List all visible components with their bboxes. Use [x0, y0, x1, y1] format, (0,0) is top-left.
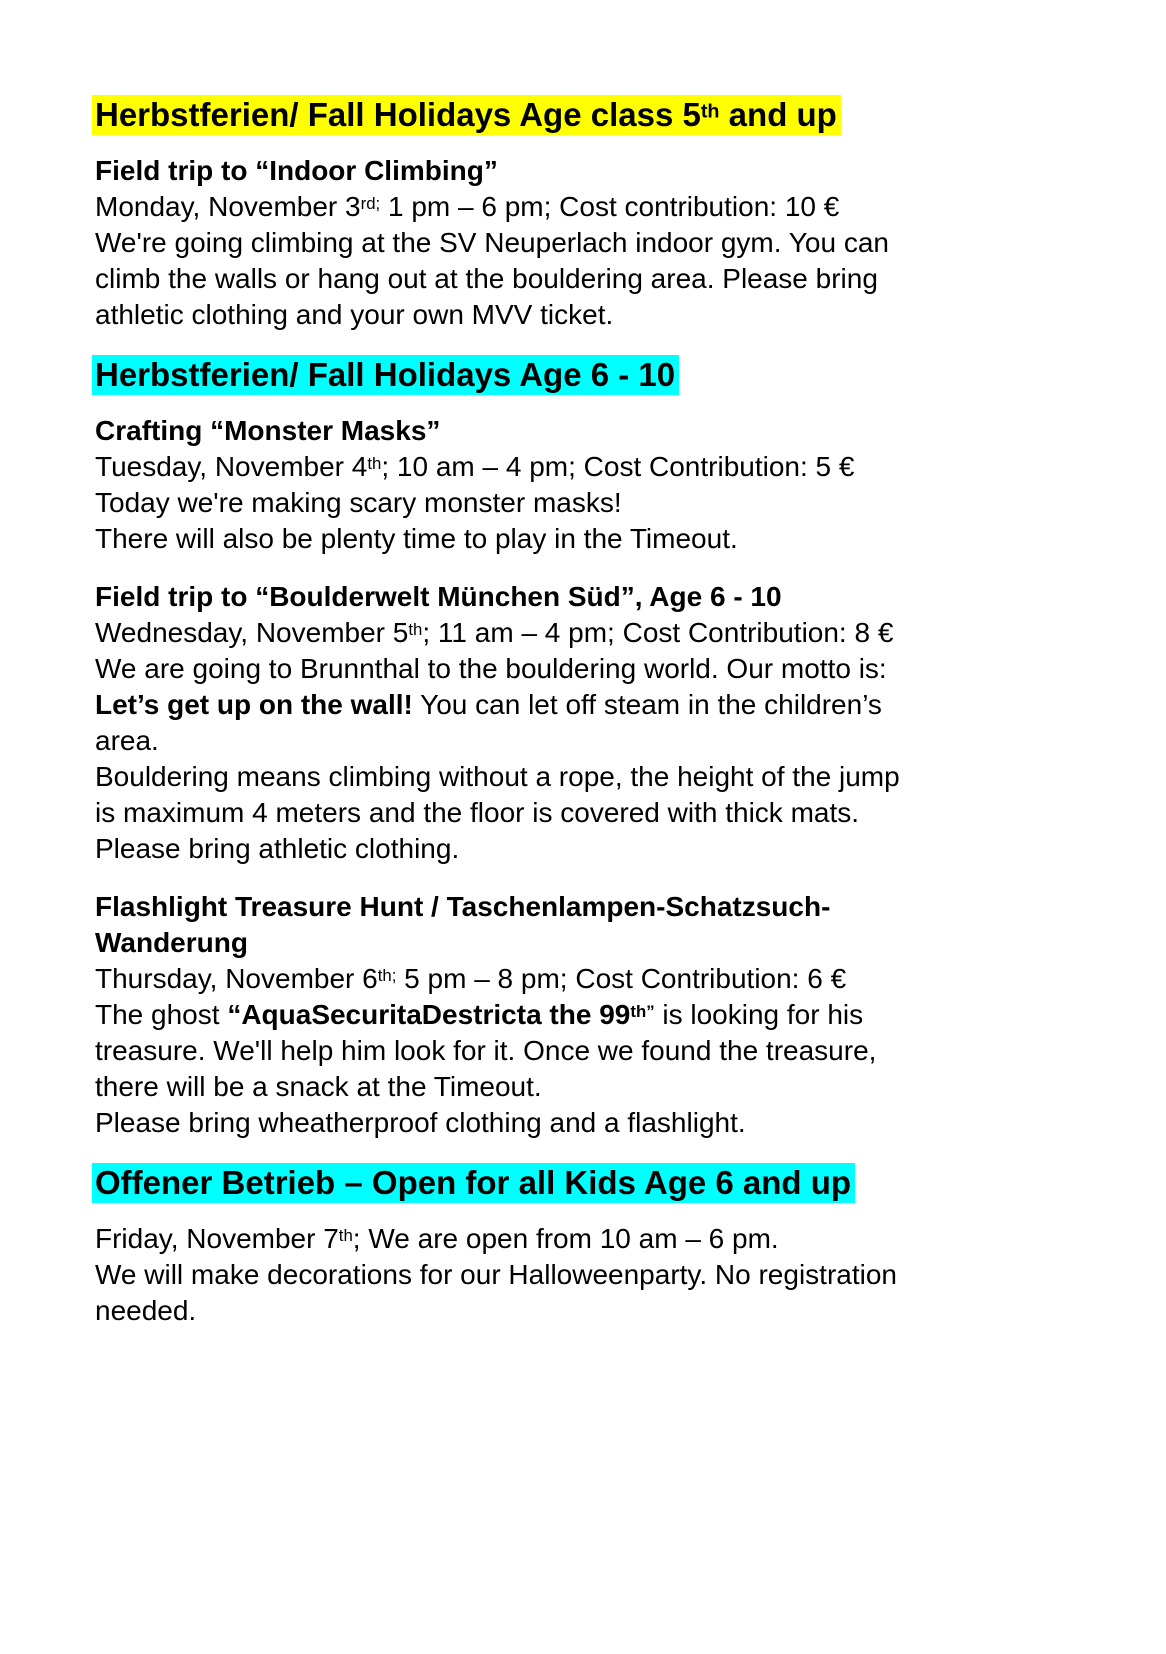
text-segment: Tuesday, November 4	[95, 451, 368, 482]
heading-text: Herbstferien/ Fall Holidays Age class 5	[95, 96, 701, 133]
cyan-highlight	[92, 355, 679, 395]
text-line	[95, 759, 1126, 795]
text-segment: is looking for his	[654, 999, 864, 1030]
event-title-line	[95, 153, 1126, 189]
event-title: Field trip to “Boulderwelt München Süd”, Age 6 - 10	[95, 581, 782, 612]
event-schedule-line	[95, 961, 1126, 997]
text-line	[95, 651, 1126, 687]
text-segment: treasure. We'll help him look for it. Once we found the treasure,	[95, 1035, 877, 1066]
motto-text: Let’s get up on the wall!	[95, 689, 413, 720]
text-line	[95, 297, 1126, 333]
text-segment: ; 11 am – 4 pm; Cost Contribution: 8 €	[422, 617, 894, 648]
text-segment: We're going climbing at the SV Neuperlach indoor gym. You can	[95, 227, 889, 258]
heading-text: Offener Betrieb – Open for all Kids Age 6 and up	[95, 1164, 852, 1201]
text-segment: The ghost	[95, 999, 228, 1030]
event-title-line	[95, 579, 1126, 615]
section-heading-fall-holidays-5th-up	[95, 95, 1126, 135]
event-paragraph-treasure-hunt	[95, 889, 1126, 1141]
text-segment: area.	[95, 725, 159, 756]
text-segment: Monday, November 3	[95, 191, 361, 222]
event-paragraph-boulderwelt	[95, 579, 1126, 867]
ghost-name: “AquaSecuritaDestricta the 99	[227, 999, 631, 1030]
heading-text: and up	[719, 96, 837, 133]
text-segment: You can let off steam in the children’s	[412, 689, 882, 720]
event-title: Field trip to “Indoor Climbing”	[95, 155, 498, 186]
cyan-highlight	[92, 1163, 855, 1203]
text-line	[95, 687, 1126, 723]
text-line	[95, 485, 1126, 521]
text-segment: is maximum 4 meters and the floor is covered with thick mats.	[95, 797, 860, 828]
event-paragraph-monster-masks	[95, 413, 1126, 557]
ordinal-superscript: th	[700, 100, 720, 123]
text-segment: Thursday, November 6	[95, 963, 378, 994]
event-title: Crafting “Monster Masks”	[95, 415, 441, 446]
text-line	[95, 997, 1126, 1033]
text-line	[95, 723, 1126, 759]
text-segment: ; 10 am – 4 pm; Cost Contribution: 5 €	[381, 451, 855, 482]
section-heading-open-for-all	[95, 1163, 1126, 1203]
event-title: Wanderung	[95, 927, 248, 958]
text-segment: Today we're making scary monster masks!	[95, 487, 622, 518]
text-line	[95, 261, 1126, 297]
text-segment: 1 pm – 6 pm; Cost contribution: 10 €	[380, 191, 840, 222]
text-segment: needed.	[95, 1295, 197, 1326]
text-line	[95, 831, 1126, 867]
event-schedule-line	[95, 615, 1126, 651]
event-schedule-line	[95, 1221, 1126, 1257]
text-line	[95, 521, 1126, 557]
text-line	[95, 225, 1126, 261]
text-line	[95, 1069, 1126, 1105]
ordinal-superscript: rd;	[360, 193, 381, 213]
text-segment: 5 pm – 8 pm; Cost Contribution: 6 €	[396, 963, 847, 994]
text-segment: Friday, November 7	[95, 1223, 339, 1254]
text-segment: Please bring athletic clothing.	[95, 833, 460, 864]
text-line	[95, 1257, 1126, 1293]
event-paragraph-open-day	[95, 1221, 1126, 1329]
text-line	[95, 1293, 1126, 1329]
ordinal-superscript: th”	[630, 1001, 655, 1021]
event-title-line	[95, 889, 1126, 925]
text-line	[95, 1105, 1126, 1141]
heading-text: Herbstferien/ Fall Holidays Age 6 - 10	[95, 356, 676, 393]
text-segment: there will be a snack at the Timeout.	[95, 1071, 542, 1102]
section-heading-fall-holidays-6-10	[95, 355, 1126, 395]
text-segment: We are going to Brunnthal to the bouldering world. Our motto is:	[95, 653, 887, 684]
text-segment: climb the walls or hang out at the bouldering area. Please bring	[95, 263, 878, 294]
event-title: Flashlight Treasure Hunt / Taschenlampen-Schatzsuch-	[95, 891, 831, 922]
ordinal-superscript: th	[367, 453, 382, 473]
text-segment: We will make decorations for our Halloweenparty. No registration	[95, 1259, 897, 1290]
event-title-line	[95, 925, 1126, 961]
ordinal-superscript: th;	[377, 965, 397, 985]
event-paragraph-indoor-climbing	[95, 153, 1126, 333]
event-schedule-line	[95, 189, 1126, 225]
text-segment: Please bring wheatherproof clothing and a flashlight.	[95, 1107, 746, 1138]
yellow-highlight	[92, 95, 841, 135]
ordinal-superscript: th	[338, 1225, 353, 1245]
text-line	[95, 1033, 1126, 1069]
text-segment: Bouldering means climbing without a rope, the height of the jump	[95, 761, 900, 792]
event-schedule-line	[95, 449, 1126, 485]
text-segment: ; We are open from 10 am – 6 pm.	[352, 1223, 779, 1254]
text-segment: Wednesday, November 5	[95, 617, 409, 648]
text-segment: athletic clothing and your own MVV ticket.	[95, 299, 614, 330]
ordinal-superscript: th	[408, 619, 423, 639]
event-title-line	[95, 413, 1126, 449]
text-line	[95, 795, 1126, 831]
text-segment: There will also be plenty time to play in the Timeout.	[95, 523, 738, 554]
